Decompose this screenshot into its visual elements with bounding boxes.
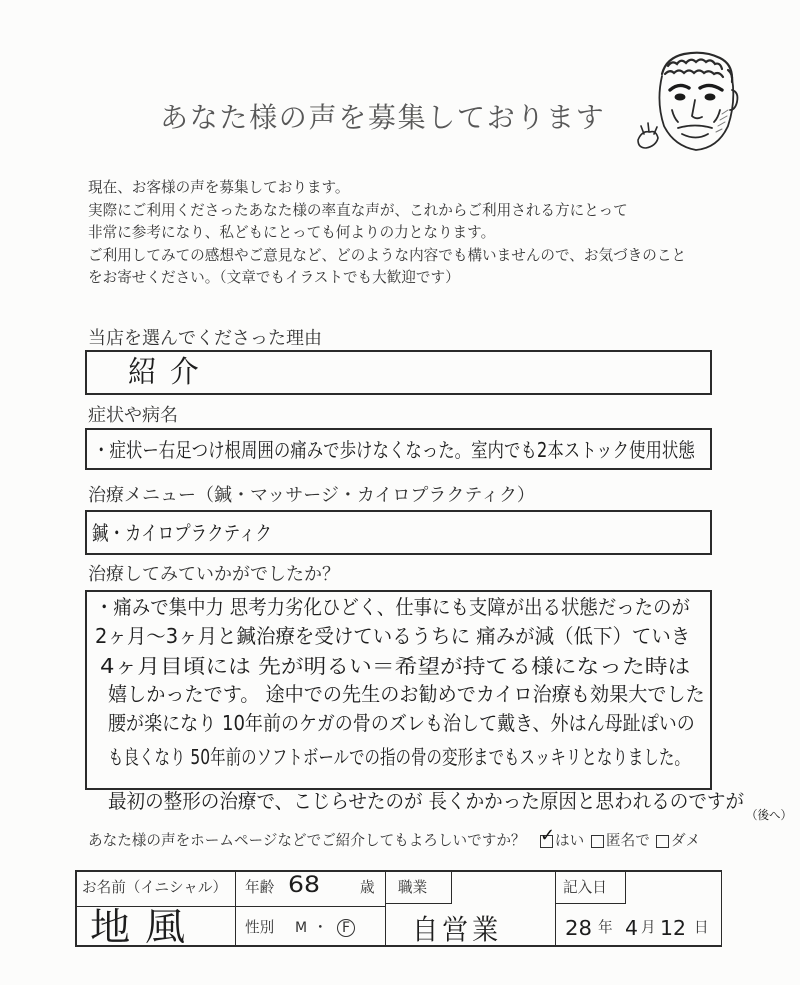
table-divider: [555, 870, 556, 946]
date-day-unit: 日: [694, 919, 709, 936]
treatment-menu-answer: 鍼・カイロプラクティク: [92, 521, 272, 545]
occupation-label: 職業: [398, 879, 428, 896]
caricature-illustration: [632, 44, 748, 160]
symptoms-label: 症状や病名: [88, 405, 178, 426]
consent-anonymous-label: 匿名で: [606, 832, 650, 849]
intro-text: [88, 177, 686, 290]
impressions-answer-line: 2ヶ月〜3ヶ月と鍼治療を受けているうちに 痛みが減（低下）ていき: [95, 624, 691, 648]
consent-yes-label: はい: [555, 832, 585, 849]
impressions-answer-line: 腰が楽になり 10年前のケガの骨のズレも治して戴き、外はん母趾ぽいの: [108, 711, 695, 735]
date-year: 28: [565, 916, 593, 940]
impressions-answer-line: ・痛みで集中力 思考力劣化ひどく、仕事にも支障が出る状態だったのが: [95, 595, 690, 619]
symptoms-answer: ・症状ー右足つけ根周囲の痛みで歩けなくなった。室内でも2本ストック使用状態: [93, 438, 695, 462]
hand: [638, 123, 658, 148]
nose-mouth: [672, 100, 720, 138]
continued-note: （後へ）: [746, 808, 792, 822]
date-month-unit: 月: [641, 919, 656, 936]
date-label: 記入日: [563, 879, 607, 896]
table-divider: [235, 870, 236, 946]
occupation-value: 自営業: [412, 913, 502, 946]
date-month: 4: [625, 916, 639, 940]
intro-line: をお寄せください。（文章でもイラストでも大歓迎です）: [88, 269, 460, 286]
impressions-answer-line: も良くなり 50年前のソフトボールでの指の骨の変形までもスッキリとなりました。: [108, 745, 690, 769]
gender-option-m: M: [294, 920, 308, 936]
impressions-answer-line: 4ヶ月目頃には 先が明るい＝希望が持てる様になった時は: [100, 654, 691, 678]
reason-answer: 紹介: [128, 355, 213, 390]
date-year-unit: 年: [598, 919, 613, 936]
reason-label: 当店を選んでくださった理由: [88, 328, 322, 349]
table-divider: [625, 870, 626, 904]
name-label: お名前（イニシャル）: [82, 879, 228, 896]
form-title: あなた様の声を募集しております: [160, 101, 606, 134]
hair: [662, 53, 732, 82]
gender-separator: ・: [313, 919, 328, 936]
name-value: 地風: [90, 905, 201, 949]
table-divider: [385, 903, 451, 904]
age-label: 年齢: [245, 879, 275, 896]
date-day: 12: [660, 916, 686, 940]
table-divider: [385, 870, 386, 946]
consent-question: あなた様の声をホームページなどでご紹介してもよろしいですか？: [88, 832, 526, 849]
consent-no-checkbox[interactable]: [656, 835, 669, 848]
consent-anonymous-checkbox[interactable]: [591, 835, 604, 848]
impressions-continuation: 最初の整形の治療で、こじらせたのが 長くかかった原因と思われるのですが: [108, 789, 745, 813]
table-divider: [555, 903, 625, 904]
treatment-menu-label: 治療メニュー（鍼・マッサージ・カイロプラクティク）: [88, 485, 535, 506]
impressions-answer-line: 嬉しかったです。 途中での先生のお勧めでカイロ治療も効果大でした: [108, 682, 705, 706]
consent-yes-checkbox[interactable]: [540, 835, 553, 848]
age-value: 68: [288, 873, 321, 898]
table-border-left: [75, 870, 77, 947]
table-border-right: [721, 870, 723, 947]
intro-line: 現在、お客様の声を募集しております。: [88, 179, 350, 196]
gender-label: 性別: [245, 919, 275, 936]
consent-no-label: ダメ: [671, 832, 701, 849]
table-divider: [451, 870, 452, 904]
eyebrows: [670, 85, 722, 90]
intro-line: 非常に参考になり、私どもにとっても何よりの力となります。: [88, 224, 496, 241]
intro-line: ご利用してみての感想やご意見など、どのような内容でも構いませんので、お気づきのこと: [88, 246, 687, 264]
age-unit: 歳: [360, 879, 375, 896]
gender-option-f: F: [337, 919, 355, 937]
impressions-label: 治療してみていかがでしたか？: [88, 564, 340, 585]
intro-line: 実際にご利用くださったあなた様の率直な声が、これからご利用される方にとって: [88, 201, 628, 219]
